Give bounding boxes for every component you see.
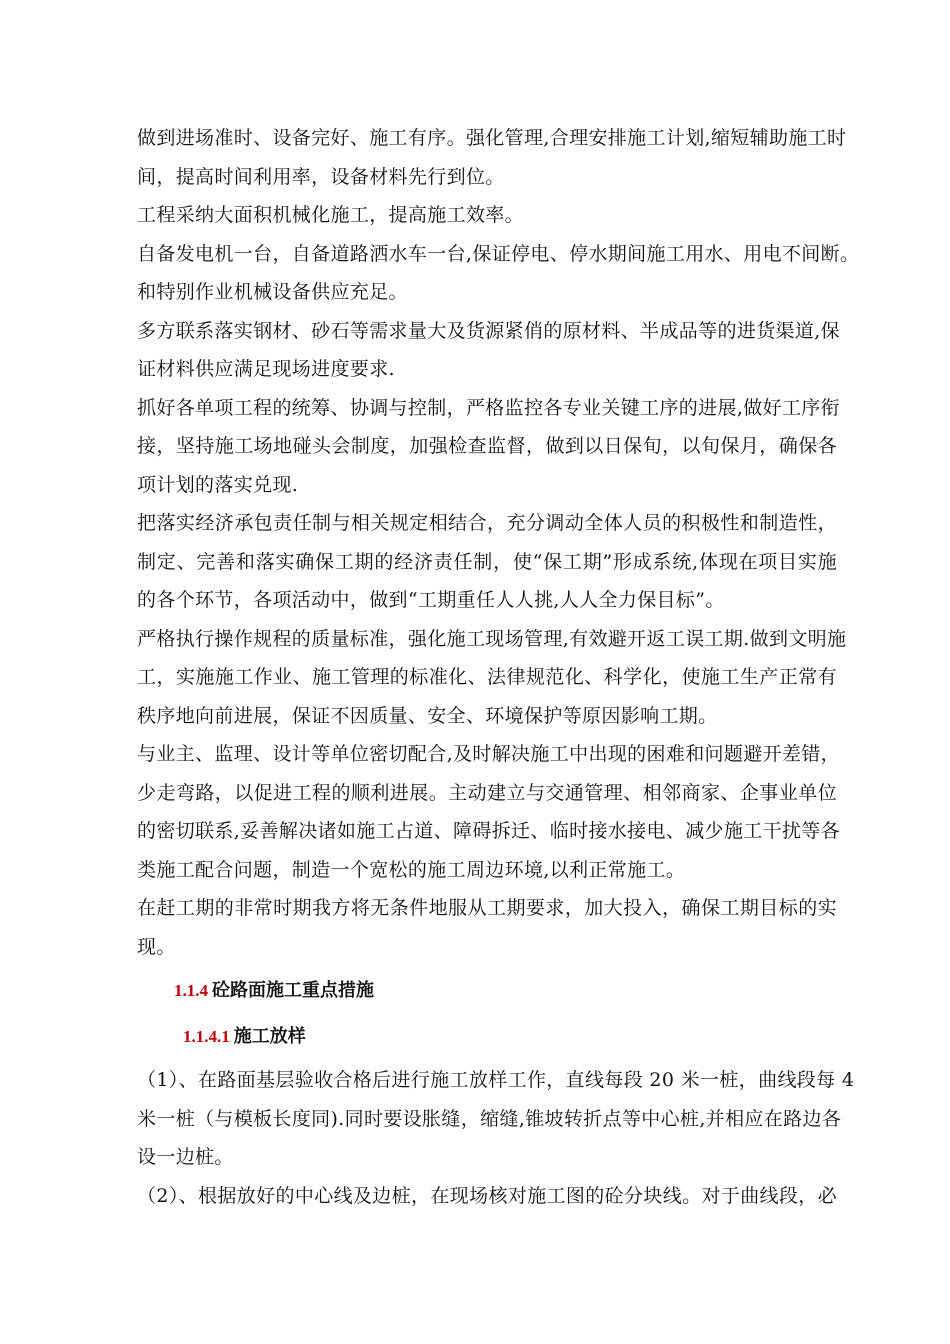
body-text-block-2 xyxy=(137,1061,855,1215)
text-line: 项计划的落实兑现. xyxy=(137,473,299,496)
text-line: 多方联系落实钢材、砂石等需求量大及货源紧俏的原材料、半成品等的进货渠道,保 xyxy=(137,319,840,342)
text-line: 制定、完善和落实确保工期的经济责任制，使“保工期”形成系统,体现在项目实施 xyxy=(137,550,837,573)
section-heading-1-1-4-1 xyxy=(137,1016,837,1058)
section-title: 砼路面施工重点措施 xyxy=(212,980,374,1001)
text-line: 严格执行操作规程的质量标准，强化施工现场管理,有效避开返工误工期.做到文明施 xyxy=(137,627,847,650)
text-line: （1）、在路面基层验收合格后进行施工放样工作，直线每段 20 米一桩，曲线段每 4 xyxy=(137,1069,855,1091)
text-line: 证材料供应满足现场进度要求. xyxy=(137,358,395,380)
text-line: 米一桩（与模板长度同).同时要设胀缝，缩缝,锥坡转折点等中心桩,并相应在路边各 xyxy=(137,1107,842,1130)
text-line: 和特别作业机械设备供应充足。 xyxy=(137,281,408,303)
text-line: 与业主、监理、设计等单位密切配合,及时解决施工中出现的困难和问题避开差错， xyxy=(137,743,840,765)
section-number: 1.1.4 xyxy=(174,981,208,1000)
text-line: 设一边桩。 xyxy=(137,1146,234,1168)
text-line: 类施工配合问题，制造一个宽松的施工周边环境,以利正常施工。 xyxy=(137,858,686,881)
subsection-number: 1.1.4.1 xyxy=(183,1027,230,1046)
text-line: 工程采纳大面积机械化施工，提高施工效率。 xyxy=(137,204,525,226)
text-line: 抓好各单项工程的统筹、协调与控制，严格监控各专业关键工序的进展,做好工序衔 xyxy=(137,396,840,419)
text-line: 间，提高时间利用率，设备材料先行到位。 xyxy=(137,165,505,188)
text-line: 在赶工期的非常时期我方将无条件地服从工期要求，加大投入，确保工期目标的实 xyxy=(137,897,837,919)
text-line: 做到进场准时、设备完好、施工有序。强化管理,合理安排施工计划,缩短辅助施工时 xyxy=(137,127,847,149)
body-text-block-1 xyxy=(137,119,860,966)
text-line: 的各个环节，各项活动中，做到“工期重任人人挑,人人全力保目标”。 xyxy=(137,589,725,611)
text-line: 接，坚持施工场地碰头会制度，加强检查监督，做到以日保旬，以旬保月，确保各 xyxy=(137,435,837,457)
text-line: 的密切联系,妥善解决诸如施工占道、障碍拆迁、临时接水接电、减少施工干扰等各 xyxy=(137,820,840,842)
text-line: 现。 xyxy=(137,935,176,958)
text-line: 秩序地向前进展，保证不因质量、安全、环境保护等原因影响工期。 xyxy=(137,704,718,727)
document-content xyxy=(137,119,860,1215)
subsection-title: 施工放样 xyxy=(233,1026,306,1047)
text-line: 自备发电机一台，自备道路洒水车一台,保证停电、停水期间施工用水、用电不间断。 xyxy=(137,242,860,265)
text-line: 少走弯路，以促进工程的顺利进展。主动建立与交通管理、相邻商家、企事业单位 xyxy=(137,781,837,804)
text-line: 工，实施施工作业、施工管理的标准化、法律规范化、科学化，使施工生产正常有 xyxy=(137,666,837,688)
section-heading-1-1-4 xyxy=(137,970,837,1012)
text-line: 把落实经济承包责任制与相关规定相结合，充分调动全体人员的积极性和制造性， xyxy=(137,512,837,534)
text-line: （2）、根据放好的中心线及边桩，在现场核对施工图的砼分块线。对于曲线段，必 xyxy=(137,1184,837,1207)
